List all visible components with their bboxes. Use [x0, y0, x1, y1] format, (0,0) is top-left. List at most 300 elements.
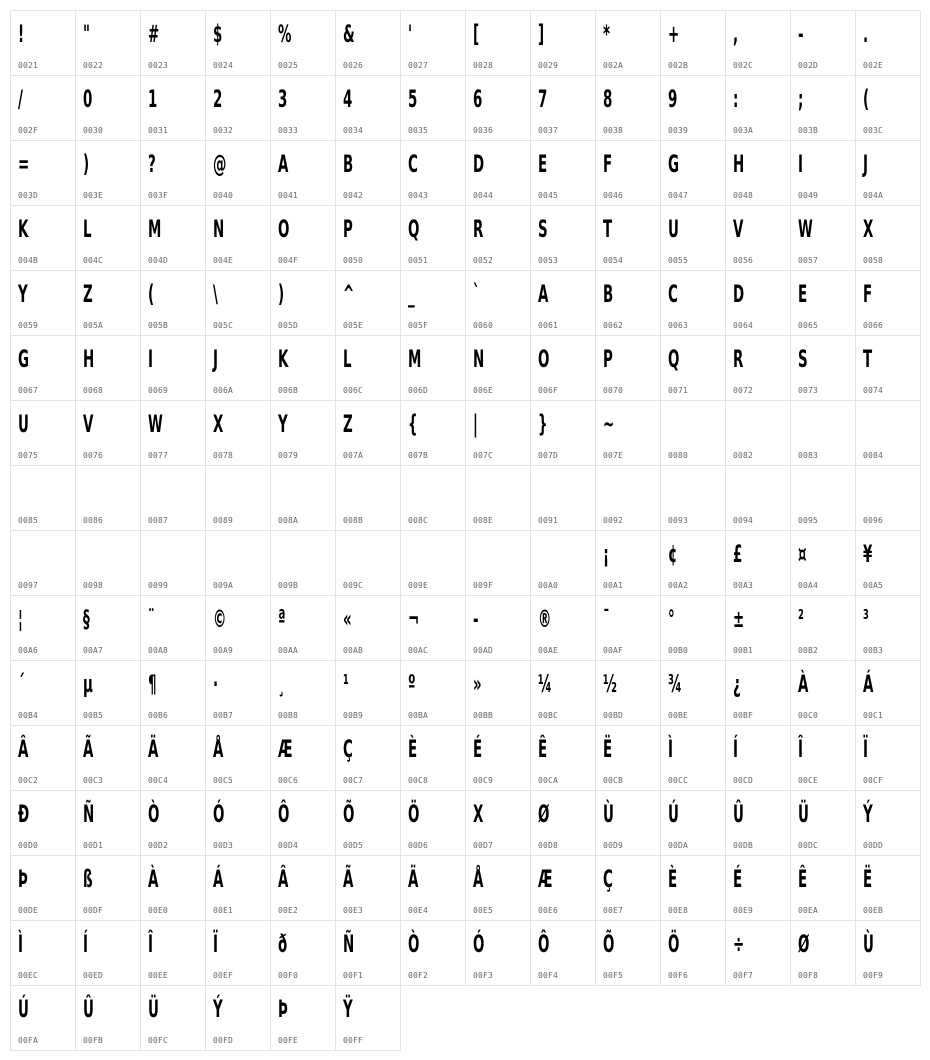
glyph-cell	[140, 10, 206, 76]
glyph-codepoint: 003C	[863, 126, 884, 135]
glyph-codepoint: 00C9	[473, 776, 494, 785]
glyph-codepoint: 0041	[278, 191, 299, 200]
glyph-codepoint: 0056	[733, 256, 754, 265]
glyph-cell	[140, 465, 206, 531]
glyph-cell	[790, 595, 856, 661]
glyph-cell	[75, 75, 141, 141]
glyph-cell	[465, 205, 531, 271]
glyph-sample: !	[18, 20, 25, 48]
glyph-sample: (	[863, 85, 870, 113]
glyph-codepoint: 0030	[83, 126, 104, 135]
glyph-cell	[205, 660, 271, 726]
glyph-codepoint: 00C0	[798, 711, 819, 720]
glyph-cell	[140, 335, 206, 401]
glyph-sample: K	[278, 345, 289, 373]
glyph-sample: ¦	[18, 605, 23, 633]
glyph-sample: ß	[83, 865, 93, 893]
glyph-sample: '	[408, 20, 413, 48]
glyph-cell	[660, 530, 726, 596]
glyph-sample: Ó	[213, 800, 225, 828]
glyph-cell	[205, 400, 271, 466]
glyph-codepoint: 0067	[18, 386, 39, 395]
glyph-sample: ¬	[408, 605, 420, 633]
glyph-cell	[660, 465, 726, 531]
glyph-codepoint: 00A2	[668, 581, 689, 590]
glyph-cell	[465, 75, 531, 141]
glyph-sample: M	[148, 215, 162, 243]
glyph-cell	[10, 465, 76, 531]
glyph-sample: Ü	[798, 800, 809, 828]
glyph-sample: Í	[83, 930, 88, 958]
glyph-sample: Æ	[538, 865, 553, 893]
glyph-cell	[465, 595, 531, 661]
glyph-codepoint: 00F6	[668, 971, 689, 980]
glyph-cell	[595, 400, 661, 466]
glyph-codepoint: 00AC	[408, 646, 429, 655]
glyph-codepoint: 00EC	[18, 971, 39, 980]
glyph-codepoint: 003A	[733, 126, 754, 135]
glyph-codepoint: 00BC	[538, 711, 559, 720]
glyph-cell	[530, 10, 596, 76]
glyph-sample: Ç	[343, 735, 353, 763]
glyph-sample: Á	[213, 865, 224, 893]
glyph-sample: 8	[603, 85, 613, 113]
glyph-codepoint: 003D	[18, 191, 39, 200]
glyph-codepoint: 00E6	[538, 906, 559, 915]
glyph-cell	[725, 725, 791, 791]
glyph-sample: ²	[798, 605, 804, 633]
glyph-sample: É	[733, 865, 743, 893]
glyph-codepoint: 0099	[148, 581, 169, 590]
glyph-sample: Ä	[408, 865, 419, 893]
glyph-codepoint: 0050	[343, 256, 364, 265]
glyph-codepoint: 00DE	[18, 906, 39, 915]
glyph-cell	[530, 140, 596, 206]
glyph-cell	[335, 725, 401, 791]
glyph-sample: P	[343, 215, 353, 243]
glyph-codepoint: 0023	[148, 61, 169, 70]
glyph-cell	[530, 595, 596, 661]
glyph-codepoint: 0089	[213, 516, 234, 525]
glyph-cell	[400, 10, 466, 76]
glyph-cell	[140, 270, 206, 336]
glyph-codepoint: 0034	[343, 126, 364, 135]
glyph-codepoint: 00D4	[278, 841, 299, 850]
glyph-cell	[335, 790, 401, 856]
glyph-codepoint: 0038	[603, 126, 624, 135]
glyph-cell	[75, 465, 141, 531]
glyph-sample: ª	[278, 605, 286, 633]
glyph-sample: A	[278, 150, 289, 178]
glyph-codepoint: 004F	[278, 256, 299, 265]
glyph-cell	[400, 400, 466, 466]
glyph-codepoint: 009E	[408, 581, 429, 590]
glyph-sample: "	[83, 20, 90, 48]
glyph-codepoint: 00AB	[343, 646, 364, 655]
glyph-codepoint: 00A1	[603, 581, 624, 590]
glyph-cell	[855, 595, 921, 661]
glyph-sample: Û	[83, 995, 94, 1023]
glyph-codepoint: 00CB	[603, 776, 624, 785]
glyph-codepoint: 008E	[473, 516, 494, 525]
glyph-codepoint: 005A	[83, 321, 104, 330]
glyph-cell	[855, 10, 921, 76]
glyph-cell	[205, 530, 271, 596]
glyph-sample: O	[538, 345, 550, 373]
glyph-sample: 6	[473, 85, 483, 113]
glyph-cell	[270, 205, 336, 271]
glyph-codepoint: 008C	[408, 516, 429, 525]
glyph-cell	[790, 465, 856, 531]
glyph-codepoint: 007A	[343, 451, 364, 460]
glyph-codepoint: 00C8	[408, 776, 429, 785]
glyph-codepoint: 00FE	[278, 1036, 299, 1045]
glyph-codepoint: 0098	[83, 581, 104, 590]
glyph-sample: B	[343, 150, 354, 178]
glyph-sample: F	[603, 150, 613, 178]
glyph-codepoint: 0091	[538, 516, 559, 525]
glyph-sample: ·	[213, 670, 219, 698]
glyph-codepoint: 0042	[343, 191, 364, 200]
glyph-sample: -	[473, 605, 479, 633]
glyph-cell	[75, 140, 141, 206]
glyph-sample: D	[733, 280, 745, 308]
glyph-codepoint: 0095	[798, 516, 819, 525]
glyph-codepoint: 002B	[668, 61, 689, 70]
glyph-codepoint: 00DD	[863, 841, 884, 850]
glyph-cell	[725, 595, 791, 661]
glyph-codepoint: 00A6	[18, 646, 39, 655]
glyph-sample: ³	[863, 605, 869, 633]
glyph-codepoint: 00CF	[863, 776, 884, 785]
glyph-sample: Ù	[863, 930, 874, 958]
glyph-grid	[10, 10, 920, 1050]
glyph-sample: º	[408, 670, 416, 698]
glyph-codepoint: 008A	[278, 516, 299, 525]
glyph-cell	[10, 530, 76, 596]
glyph-codepoint: 0029	[538, 61, 559, 70]
glyph-codepoint: 00B2	[798, 646, 819, 655]
glyph-sample: .	[863, 20, 869, 48]
glyph-codepoint: 00CD	[733, 776, 754, 785]
glyph-sample: Ö	[668, 930, 680, 958]
glyph-codepoint: 005C	[213, 321, 234, 330]
glyph-sample: Õ	[343, 800, 355, 828]
glyph-codepoint: 006D	[408, 386, 429, 395]
glyph-cell	[400, 75, 466, 141]
glyph-cell	[10, 855, 76, 921]
glyph-cell	[335, 205, 401, 271]
glyph-codepoint: 00C2	[18, 776, 39, 785]
glyph-sample: C	[668, 280, 678, 308]
glyph-sample: F	[863, 280, 873, 308]
glyph-sample: Ì	[668, 735, 673, 763]
glyph-sample: I	[148, 345, 153, 373]
glyph-sample: ¢	[668, 540, 678, 568]
glyph-codepoint: 00C5	[213, 776, 234, 785]
glyph-codepoint: 00C7	[343, 776, 364, 785]
glyph-sample: ¹	[343, 670, 349, 698]
glyph-cell	[855, 530, 921, 596]
glyph-codepoint: 00FB	[83, 1036, 104, 1045]
glyph-cell	[75, 595, 141, 661]
glyph-cell	[270, 855, 336, 921]
glyph-sample: ¸	[278, 670, 285, 698]
glyph-sample: H	[733, 150, 745, 178]
glyph-codepoint: 006A	[213, 386, 234, 395]
glyph-codepoint: 00B7	[213, 711, 234, 720]
glyph-sample: 1	[148, 85, 158, 113]
glyph-sample: Å	[213, 735, 224, 763]
glyph-codepoint: 00F1	[343, 971, 364, 980]
glyph-cell	[205, 790, 271, 856]
glyph-sample: ¯	[603, 605, 610, 633]
glyph-codepoint: 0040	[213, 191, 234, 200]
glyph-sample: B	[603, 280, 614, 308]
glyph-sample: W	[798, 215, 813, 243]
glyph-sample: Ø	[538, 800, 550, 828]
glyph-codepoint: 0086	[83, 516, 104, 525]
glyph-sample: Ù	[603, 800, 614, 828]
glyph-cell	[400, 465, 466, 531]
glyph-cell	[205, 335, 271, 401]
glyph-codepoint: 005E	[343, 321, 364, 330]
glyph-cell	[855, 920, 921, 986]
glyph-sample: R	[733, 345, 744, 373]
glyph-codepoint: 003F	[148, 191, 169, 200]
glyph-codepoint: 0049	[798, 191, 819, 200]
glyph-sample: ©	[213, 605, 227, 633]
glyph-sample: Ï	[213, 930, 218, 958]
glyph-sample: A	[538, 280, 549, 308]
glyph-codepoint: 0057	[798, 256, 819, 265]
glyph-codepoint: 00F4	[538, 971, 559, 980]
glyph-codepoint: 0065	[798, 321, 819, 330]
glyph-cell	[790, 920, 856, 986]
glyph-sample: #	[148, 20, 160, 48]
glyph-sample: Í	[733, 735, 738, 763]
glyph-sample: ®	[538, 605, 552, 633]
glyph-codepoint: 00E7	[603, 906, 624, 915]
glyph-codepoint: 0075	[18, 451, 39, 460]
glyph-sample: {	[408, 410, 418, 438]
glyph-codepoint: 004A	[863, 191, 884, 200]
glyph-codepoint: 002D	[798, 61, 819, 70]
glyph-cell	[10, 790, 76, 856]
glyph-sample: §	[83, 605, 90, 633]
glyph-sample: 0	[83, 85, 93, 113]
glyph-cell	[270, 335, 336, 401]
glyph-codepoint: 00C3	[83, 776, 104, 785]
glyph-cell	[530, 75, 596, 141]
glyph-cell	[270, 75, 336, 141]
glyph-codepoint: 007D	[538, 451, 559, 460]
glyph-cell	[530, 790, 596, 856]
glyph-sample: À	[798, 670, 809, 698]
glyph-cell	[10, 10, 76, 76]
glyph-cell	[465, 725, 531, 791]
glyph-codepoint: 00FA	[18, 1036, 39, 1045]
glyph-cell	[595, 140, 661, 206]
glyph-cell	[855, 790, 921, 856]
glyph-sample: ±	[733, 605, 745, 633]
glyph-sample: [	[473, 20, 480, 48]
glyph-cell	[855, 465, 921, 531]
glyph-sample: °	[668, 605, 675, 633]
glyph-cell	[10, 595, 76, 661]
glyph-cell	[10, 140, 76, 206]
glyph-cell	[75, 10, 141, 76]
glyph-sample: &	[343, 20, 355, 48]
glyph-codepoint: 00D2	[148, 841, 169, 850]
glyph-codepoint: 0064	[733, 321, 754, 330]
glyph-cell	[75, 660, 141, 726]
glyph-cell	[335, 465, 401, 531]
glyph-codepoint: 0096	[863, 516, 884, 525]
glyph-codepoint: 00BA	[408, 711, 429, 720]
glyph-cell	[400, 595, 466, 661]
glyph-cell	[530, 465, 596, 531]
glyph-codepoint: 003E	[83, 191, 104, 200]
glyph-sample: «	[343, 605, 352, 633]
glyph-cell	[465, 10, 531, 76]
glyph-cell	[725, 140, 791, 206]
glyph-codepoint: 00CC	[668, 776, 689, 785]
glyph-cell	[595, 920, 661, 986]
glyph-cell	[10, 920, 76, 986]
glyph-cell	[400, 920, 466, 986]
glyph-codepoint: 00EE	[148, 971, 169, 980]
glyph-codepoint: 00D5	[343, 841, 364, 850]
glyph-sample: Ò	[408, 930, 420, 958]
glyph-codepoint: 00C1	[863, 711, 884, 720]
glyph-cell	[595, 465, 661, 531]
glyph-sample: Ý	[863, 800, 873, 828]
glyph-sample: Ê	[798, 865, 808, 893]
glyph-sample: ¾	[668, 670, 682, 698]
glyph-cell	[660, 660, 726, 726]
glyph-sample: Ÿ	[343, 995, 353, 1023]
glyph-codepoint: 0058	[863, 256, 884, 265]
glyph-cell	[270, 725, 336, 791]
glyph-cell	[855, 660, 921, 726]
glyph-cell	[725, 335, 791, 401]
glyph-sample: 4	[343, 85, 353, 113]
glyph-sample: ÷	[733, 930, 745, 958]
glyph-codepoint: 0061	[538, 321, 559, 330]
glyph-cell	[10, 660, 76, 726]
glyph-cell	[140, 920, 206, 986]
glyph-codepoint: 009F	[473, 581, 494, 590]
glyph-codepoint: 0092	[603, 516, 624, 525]
glyph-cell	[530, 855, 596, 921]
glyph-codepoint: 002A	[603, 61, 624, 70]
glyph-codepoint: 00C6	[278, 776, 299, 785]
glyph-sample: Ã	[83, 735, 94, 763]
glyph-cell	[530, 725, 596, 791]
glyph-cell	[75, 335, 141, 401]
glyph-cell	[725, 10, 791, 76]
glyph-codepoint: 0047	[668, 191, 689, 200]
glyph-codepoint: 00A4	[798, 581, 819, 590]
glyph-sample: C	[408, 150, 418, 178]
glyph-cell	[725, 855, 791, 921]
glyph-codepoint: 00AE	[538, 646, 559, 655]
glyph-codepoint: 0079	[278, 451, 299, 460]
glyph-cell	[725, 660, 791, 726]
glyph-cell	[660, 75, 726, 141]
glyph-codepoint: 00E1	[213, 906, 234, 915]
glyph-codepoint: 0032	[213, 126, 234, 135]
glyph-sample: Ü	[148, 995, 159, 1023]
glyph-sample: ;	[798, 85, 804, 113]
glyph-cell	[140, 140, 206, 206]
glyph-cell	[465, 660, 531, 726]
glyph-sample: Ú	[18, 995, 29, 1023]
glyph-cell	[465, 270, 531, 336]
glyph-sample: *	[603, 20, 611, 48]
glyph-sample: O	[278, 215, 290, 243]
glyph-cell	[790, 75, 856, 141]
glyph-sample: :	[733, 85, 739, 113]
glyph-cell	[205, 725, 271, 791]
glyph-codepoint: 00D3	[213, 841, 234, 850]
glyph-codepoint: 005D	[278, 321, 299, 330]
glyph-cell	[725, 75, 791, 141]
glyph-cell	[595, 335, 661, 401]
glyph-codepoint: 0048	[733, 191, 754, 200]
glyph-sample: É	[473, 735, 483, 763]
glyph-cell	[335, 270, 401, 336]
glyph-codepoint: 00BB	[473, 711, 494, 720]
glyph-sample: \	[213, 280, 218, 308]
glyph-codepoint: 0043	[408, 191, 429, 200]
glyph-cell	[335, 985, 401, 1051]
glyph-cell	[140, 400, 206, 466]
glyph-cell	[530, 270, 596, 336]
glyph-codepoint: 0037	[538, 126, 559, 135]
glyph-cell	[10, 270, 76, 336]
glyph-sample: K	[18, 215, 29, 243]
glyph-codepoint: 0033	[278, 126, 299, 135]
glyph-cell	[335, 855, 401, 921]
glyph-codepoint: 00E8	[668, 906, 689, 915]
glyph-sample: V	[733, 215, 744, 243]
glyph-codepoint: 00A7	[83, 646, 104, 655]
glyph-sample: Ý	[213, 995, 223, 1023]
glyph-codepoint: 008B	[343, 516, 364, 525]
glyph-sample: I	[798, 150, 803, 178]
glyph-sample: ¨	[148, 605, 155, 633]
glyph-sample: Þ	[278, 995, 288, 1023]
glyph-cell	[140, 595, 206, 661]
glyph-cell	[530, 400, 596, 466]
glyph-cell	[270, 660, 336, 726]
glyph-sample: U	[18, 410, 29, 438]
glyph-cell	[660, 725, 726, 791]
glyph-cell	[855, 140, 921, 206]
glyph-cell	[205, 140, 271, 206]
glyph-cell	[335, 920, 401, 986]
glyph-codepoint: 00DF	[83, 906, 104, 915]
glyph-cell	[335, 10, 401, 76]
glyph-codepoint: 0051	[408, 256, 429, 265]
glyph-cell	[855, 725, 921, 791]
glyph-sample: Ç	[603, 865, 613, 893]
glyph-cell	[140, 725, 206, 791]
glyph-sample: P	[603, 345, 613, 373]
glyph-cell	[855, 270, 921, 336]
